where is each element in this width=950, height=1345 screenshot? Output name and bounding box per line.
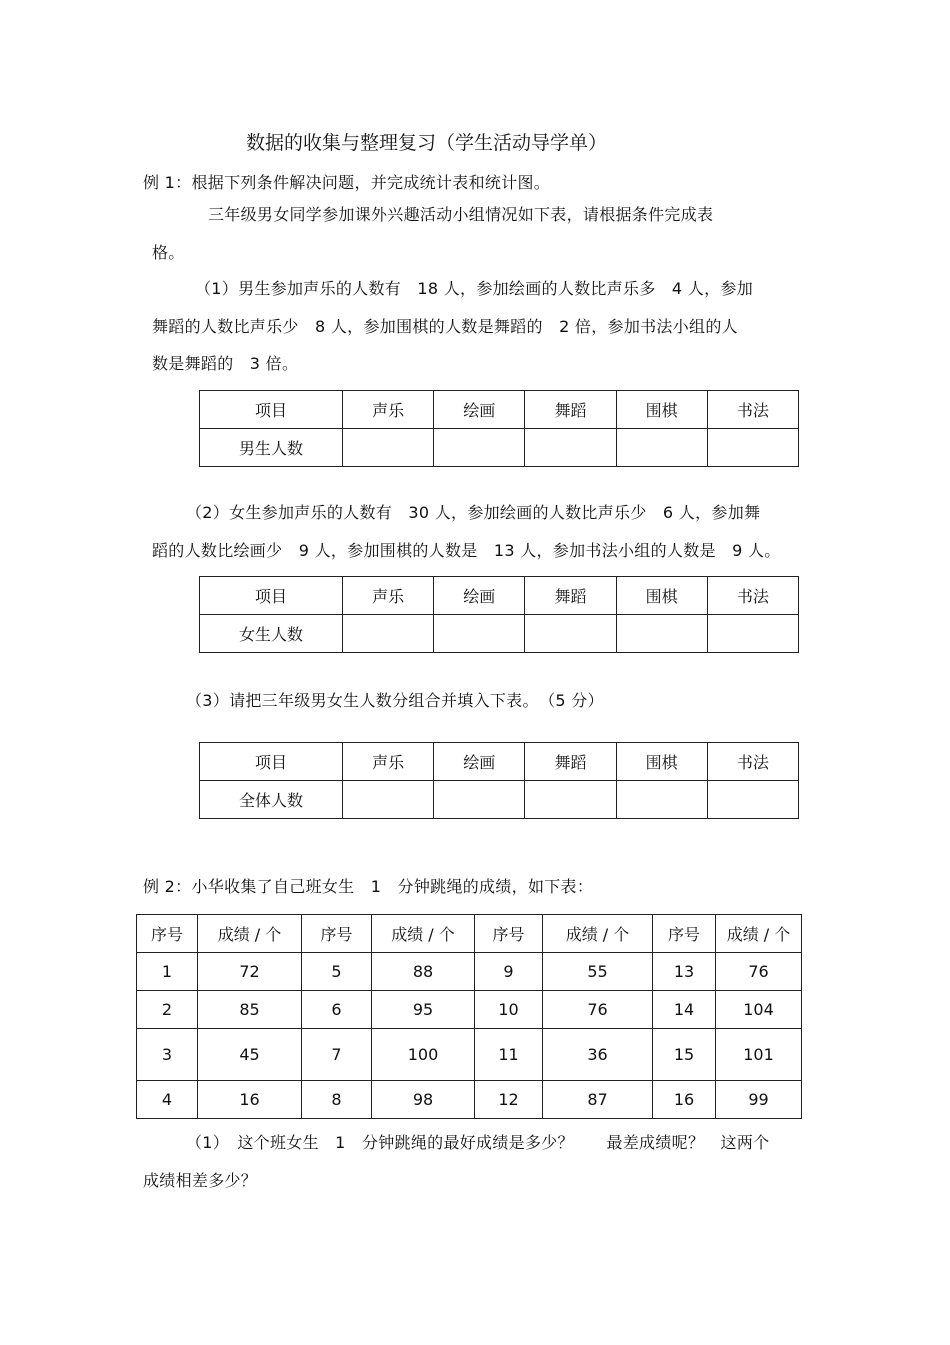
index-cell: 4	[137, 1081, 198, 1119]
score-cell: 76	[716, 953, 802, 991]
header-cell: 绘画	[434, 577, 525, 615]
blank-cell[interactable]	[707, 429, 798, 467]
index-cell: 7	[302, 1029, 372, 1081]
example-2-question-line-1: （1） 这个班女生 1 分钟跳绳的最好成绩是多少？ 最差成绩呢？ 这两个	[186, 1133, 770, 1152]
header-cell: 舞蹈	[525, 577, 616, 615]
index-cell: 11	[475, 1029, 543, 1081]
score-cell: 16	[198, 1081, 302, 1119]
index-cell: 6	[302, 991, 372, 1029]
blank-cell[interactable]	[343, 429, 434, 467]
table-header-row	[200, 391, 799, 429]
question-2-line-2: 蹈的人数比绘画少 9 人，参加围棋的人数是 13 人，参加书法小组的人数是 9 人。	[152, 541, 781, 560]
question-1-line-1: （1）男生参加声乐的人数有 18 人，参加绘画的人数比声乐多 4 人，参加	[195, 279, 753, 298]
index-cell: 12	[475, 1081, 543, 1119]
table-row	[137, 1081, 802, 1119]
table-row	[137, 1029, 802, 1081]
header-cell-index: 序号	[137, 915, 198, 953]
header-cell: 书法	[707, 743, 798, 781]
example-2-question-line-2: 成绩相差多少？	[143, 1171, 258, 1190]
table-header-row	[200, 577, 799, 615]
header-cell: 书法	[707, 391, 798, 429]
score-cell: 36	[543, 1029, 653, 1081]
header-cell: 围棋	[616, 391, 707, 429]
index-cell: 16	[653, 1081, 716, 1119]
header-cell: 舞蹈	[525, 743, 616, 781]
page-title: 数据的收集与整理复习（学生活动导学单）	[246, 132, 608, 154]
blank-cell[interactable]	[434, 429, 525, 467]
blank-cell[interactable]	[616, 429, 707, 467]
header-cell-score: 成绩 / 个	[716, 915, 802, 953]
header-cell-index: 序号	[302, 915, 372, 953]
score-cell: 95	[372, 991, 475, 1029]
question-3: （3）请把三年级男女生人数分组合并填入下表。 （5 分）	[186, 691, 604, 710]
row-label: 女生人数	[200, 615, 343, 653]
example-1-paragraph: 三年级男女同学参加课外兴趣活动小组情况如下表，请根据条件完成表	[208, 205, 714, 224]
header-cell-item: 项目	[200, 577, 343, 615]
header-cell: 围棋	[616, 577, 707, 615]
header-cell: 声乐	[343, 391, 434, 429]
row-label: 全体人数	[200, 781, 343, 819]
score-cell: 76	[543, 991, 653, 1029]
index-cell: 8	[302, 1081, 372, 1119]
header-cell: 声乐	[343, 577, 434, 615]
girls-table	[199, 576, 799, 653]
header-cell-item: 项目	[200, 391, 343, 429]
score-cell: 87	[543, 1081, 653, 1119]
score-cell: 99	[716, 1081, 802, 1119]
blank-cell[interactable]	[525, 615, 616, 653]
header-cell: 书法	[707, 577, 798, 615]
score-cell: 55	[543, 953, 653, 991]
score-cell: 88	[372, 953, 475, 991]
header-cell-score: 成绩 / 个	[543, 915, 653, 953]
table-row	[200, 781, 799, 819]
index-cell: 13	[653, 953, 716, 991]
blank-cell[interactable]	[434, 615, 525, 653]
table-row	[200, 615, 799, 653]
blank-cell[interactable]	[343, 781, 434, 819]
blank-cell[interactable]	[707, 781, 798, 819]
header-cell: 绘画	[434, 391, 525, 429]
blank-cell[interactable]	[525, 781, 616, 819]
table-row	[200, 429, 799, 467]
jump-rope-table	[136, 914, 802, 1119]
score-cell: 72	[198, 953, 302, 991]
blank-cell[interactable]	[616, 781, 707, 819]
index-cell: 2	[137, 991, 198, 1029]
score-cell: 45	[198, 1029, 302, 1081]
table-row	[137, 953, 802, 991]
index-cell: 5	[302, 953, 372, 991]
header-cell: 声乐	[343, 743, 434, 781]
header-cell-index: 序号	[653, 915, 716, 953]
table-header-row	[137, 915, 802, 953]
total-table	[199, 742, 799, 819]
index-cell: 10	[475, 991, 543, 1029]
row-label: 男生人数	[200, 429, 343, 467]
score-cell: 101	[716, 1029, 802, 1081]
index-cell: 14	[653, 991, 716, 1029]
index-cell: 15	[653, 1029, 716, 1081]
header-cell-score: 成绩 / 个	[198, 915, 302, 953]
index-cell: 1	[137, 953, 198, 991]
score-cell: 85	[198, 991, 302, 1029]
question-1-line-2: 舞蹈的人数比声乐少 8 人，参加围棋的人数是舞蹈的 2 倍，参加书法小组的人	[152, 317, 738, 336]
table-header-row	[200, 743, 799, 781]
blank-cell[interactable]	[616, 615, 707, 653]
index-cell: 3	[137, 1029, 198, 1081]
header-cell-score: 成绩 / 个	[372, 915, 475, 953]
blank-cell[interactable]	[343, 615, 434, 653]
table-row	[137, 991, 802, 1029]
header-cell: 绘画	[434, 743, 525, 781]
blank-cell[interactable]	[434, 781, 525, 819]
blank-cell[interactable]	[525, 429, 616, 467]
score-cell: 104	[716, 991, 802, 1029]
header-cell: 舞蹈	[525, 391, 616, 429]
question-2-line-1: （2）女生参加声乐的人数有 30 人，参加绘画的人数比声乐少 6 人，参加舞	[186, 503, 761, 522]
score-cell: 100	[372, 1029, 475, 1081]
header-cell-item: 项目	[200, 743, 343, 781]
blank-cell[interactable]	[707, 615, 798, 653]
index-cell: 9	[475, 953, 543, 991]
example-1-intro: 例 1：根据下列条件解决问题，并完成统计表和统计图。	[143, 173, 551, 192]
example-1-paragraph-end: 格。	[152, 243, 185, 262]
question-1-line-3: 数是舞蹈的 3 倍。	[152, 354, 299, 373]
score-cell: 98	[372, 1081, 475, 1119]
header-cell-index: 序号	[475, 915, 543, 953]
example-2-intro: 例 2：小华收集了自己班女生 1 分钟跳绳的成绩，如下表：	[143, 877, 594, 896]
header-cell: 围棋	[616, 743, 707, 781]
boys-table	[199, 390, 799, 467]
